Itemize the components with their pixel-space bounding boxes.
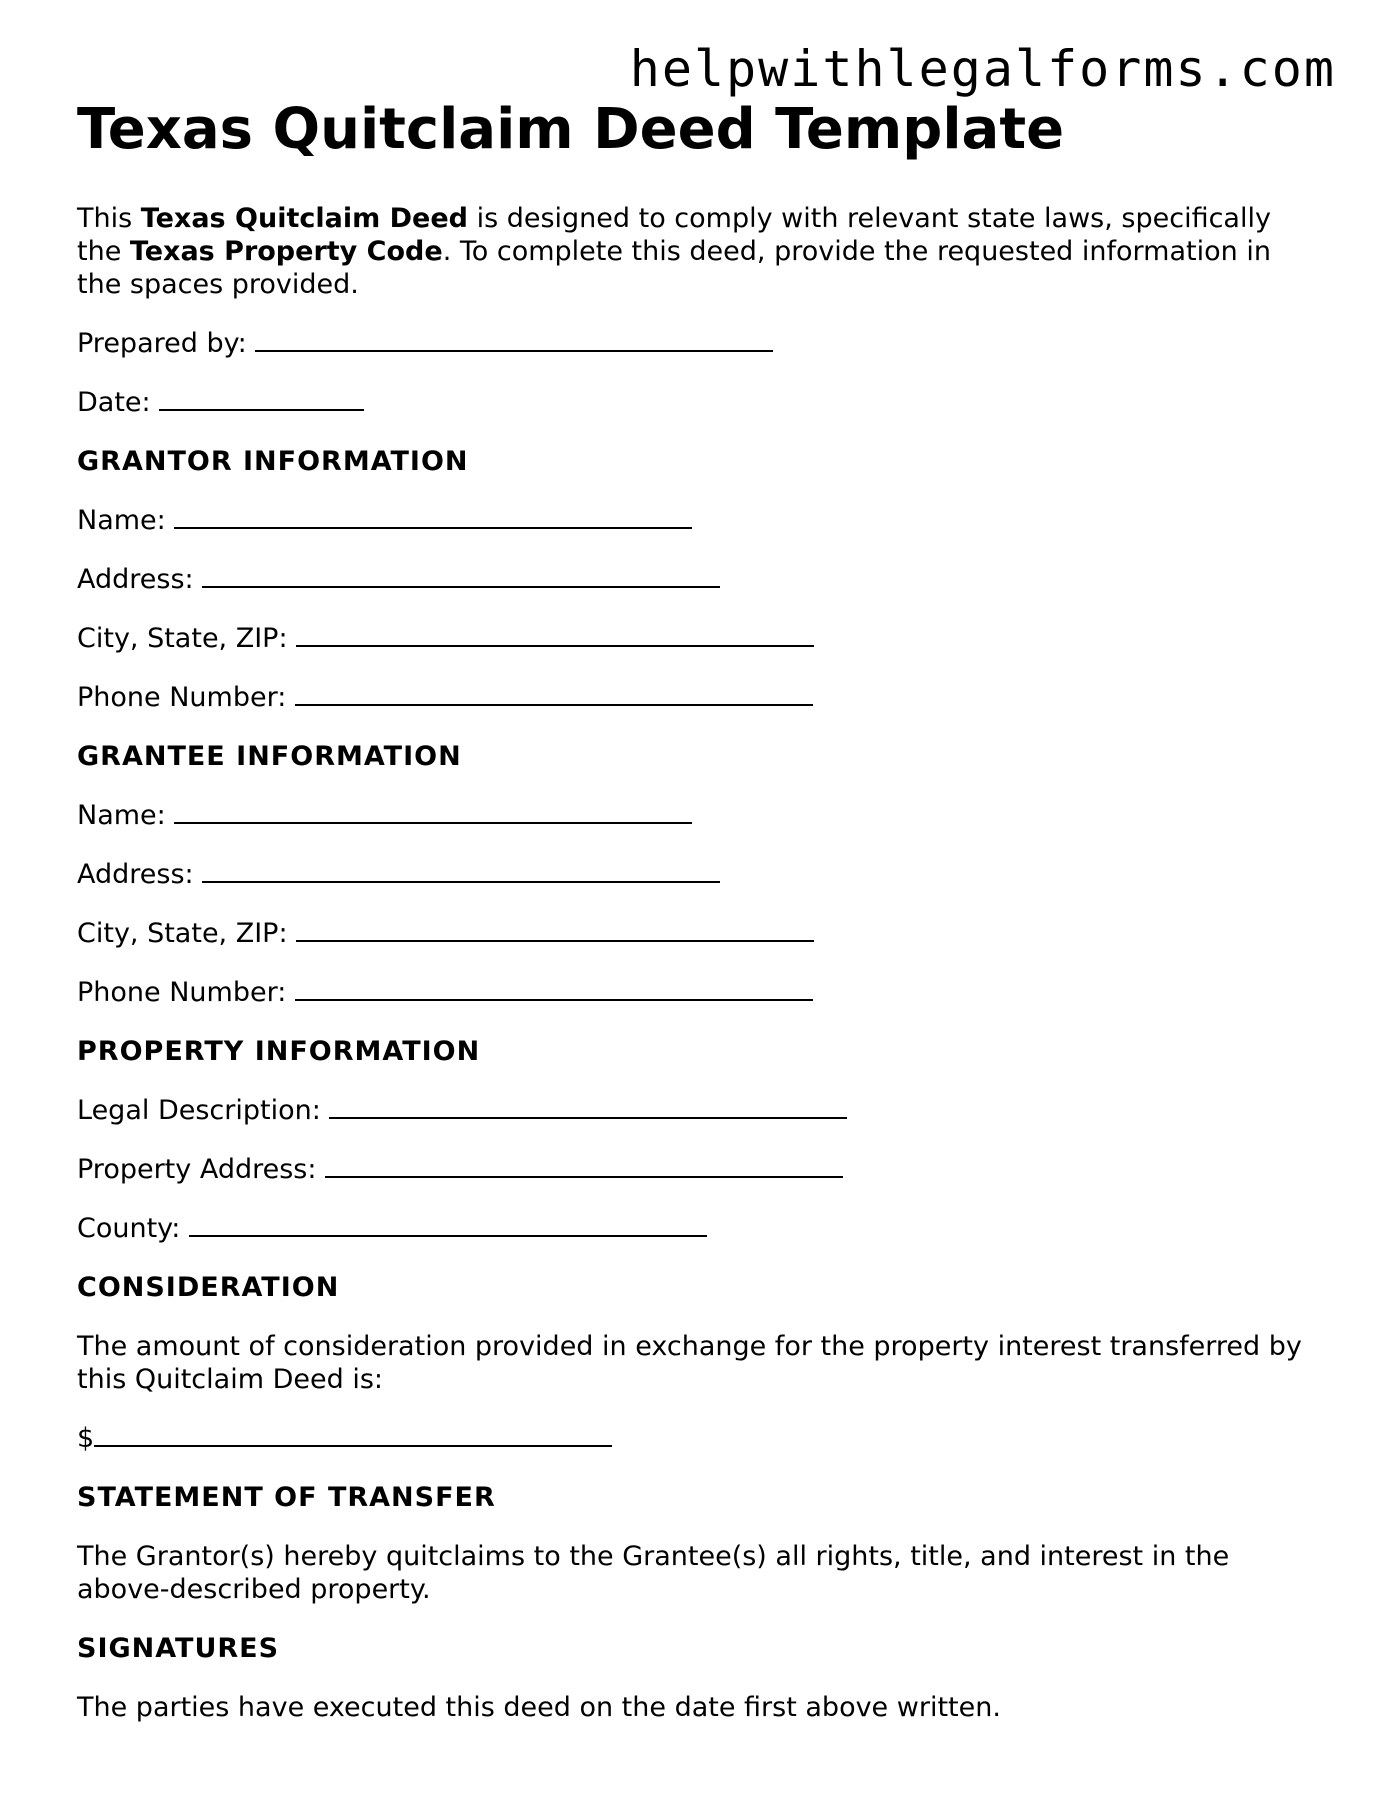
grantee-address-row	[77, 858, 1317, 891]
grantee-name-row	[77, 799, 1317, 832]
grantee-city-label: City, State, ZIP:	[77, 918, 288, 950]
grantor-address-blank[interactable]	[202, 564, 720, 588]
grantor-phone-row	[77, 681, 1317, 714]
property-heading: PROPERTY INFORMATION	[77, 1036, 481, 1068]
intro-text-1: This	[77, 203, 141, 235]
currency-symbol: $	[77, 1423, 95, 1455]
grantee-phone-blank[interactable]	[295, 977, 813, 1001]
grantee-heading: GRANTEE INFORMATION	[77, 741, 462, 773]
intro-bold-deed: Texas Quitclaim Deed	[140, 203, 468, 235]
grantor-address-label: Address:	[77, 564, 194, 596]
intro-bold-code: Texas Property Code	[129, 236, 443, 268]
site-watermark: helpwithlegalforms.com	[629, 40, 1336, 98]
signatures-heading: SIGNATURES	[77, 1633, 280, 1665]
legal-description-blank[interactable]	[329, 1095, 847, 1119]
prepared-by-row	[77, 327, 1317, 360]
consideration-amount-row	[77, 1422, 1317, 1455]
grantor-name-label: Name:	[77, 505, 166, 537]
grantor-city-label: City, State, ZIP:	[77, 623, 288, 655]
property-address-row	[77, 1153, 1317, 1186]
prepared-by-label: Prepared by:	[77, 328, 247, 360]
grantor-phone-label: Phone Number:	[77, 682, 287, 714]
document-page	[77, 98, 1317, 1724]
grantee-city-row	[77, 917, 1317, 950]
page-title: Texas Quitclaim Deed Template	[77, 97, 1065, 162]
grantor-heading: GRANTOR INFORMATION	[77, 446, 469, 478]
grantor-phone-blank[interactable]	[295, 682, 813, 706]
consideration-text: The amount of consideration provided in exchange for the property interest transferred by this Quitclaim Deed is:	[77, 1331, 1302, 1396]
county-label: County:	[77, 1213, 181, 1245]
grantee-phone-label: Phone Number:	[77, 977, 287, 1009]
date-row	[77, 386, 1317, 419]
grantor-name-blank[interactable]	[174, 505, 692, 529]
grantor-name-row	[77, 504, 1317, 537]
property-address-blank[interactable]	[325, 1154, 843, 1178]
date-label: Date:	[77, 387, 151, 419]
grantee-phone-row	[77, 976, 1317, 1009]
grantor-address-row	[77, 563, 1317, 596]
transfer-heading: STATEMENT OF TRANSFER	[77, 1482, 496, 1514]
date-blank[interactable]	[159, 387, 364, 411]
county-row	[77, 1212, 1317, 1245]
prepared-by-blank[interactable]	[255, 328, 773, 352]
signatures-text: The parties have executed this deed on the date first above written.	[77, 1692, 1001, 1724]
grantee-address-blank[interactable]	[202, 859, 720, 883]
consideration-amount-blank[interactable]	[94, 1423, 612, 1447]
consideration-heading: CONSIDERATION	[77, 1272, 340, 1304]
intro-paragraph	[77, 202, 1317, 301]
intro-text-2: is designed to comply with relevant state laws, specifically the	[77, 203, 1271, 268]
grantor-city-row	[77, 622, 1317, 655]
transfer-text: The Grantor(s) hereby quitclaims to the Grantee(s) all rights, title, and interest in the above-described property.	[77, 1541, 1230, 1606]
property-address-label: Property Address:	[77, 1154, 317, 1186]
grantee-city-blank[interactable]	[296, 918, 814, 942]
grantee-name-label: Name:	[77, 800, 166, 832]
legal-description-label: Legal Description:	[77, 1095, 321, 1127]
grantee-address-label: Address:	[77, 859, 194, 891]
intro-text-3: . To complete this deed, provide the requested information in the spaces provided.	[77, 236, 1271, 301]
grantor-city-blank[interactable]	[296, 623, 814, 647]
grantee-name-blank[interactable]	[174, 800, 692, 824]
legal-description-row	[77, 1094, 1317, 1127]
county-blank[interactable]	[189, 1213, 707, 1237]
